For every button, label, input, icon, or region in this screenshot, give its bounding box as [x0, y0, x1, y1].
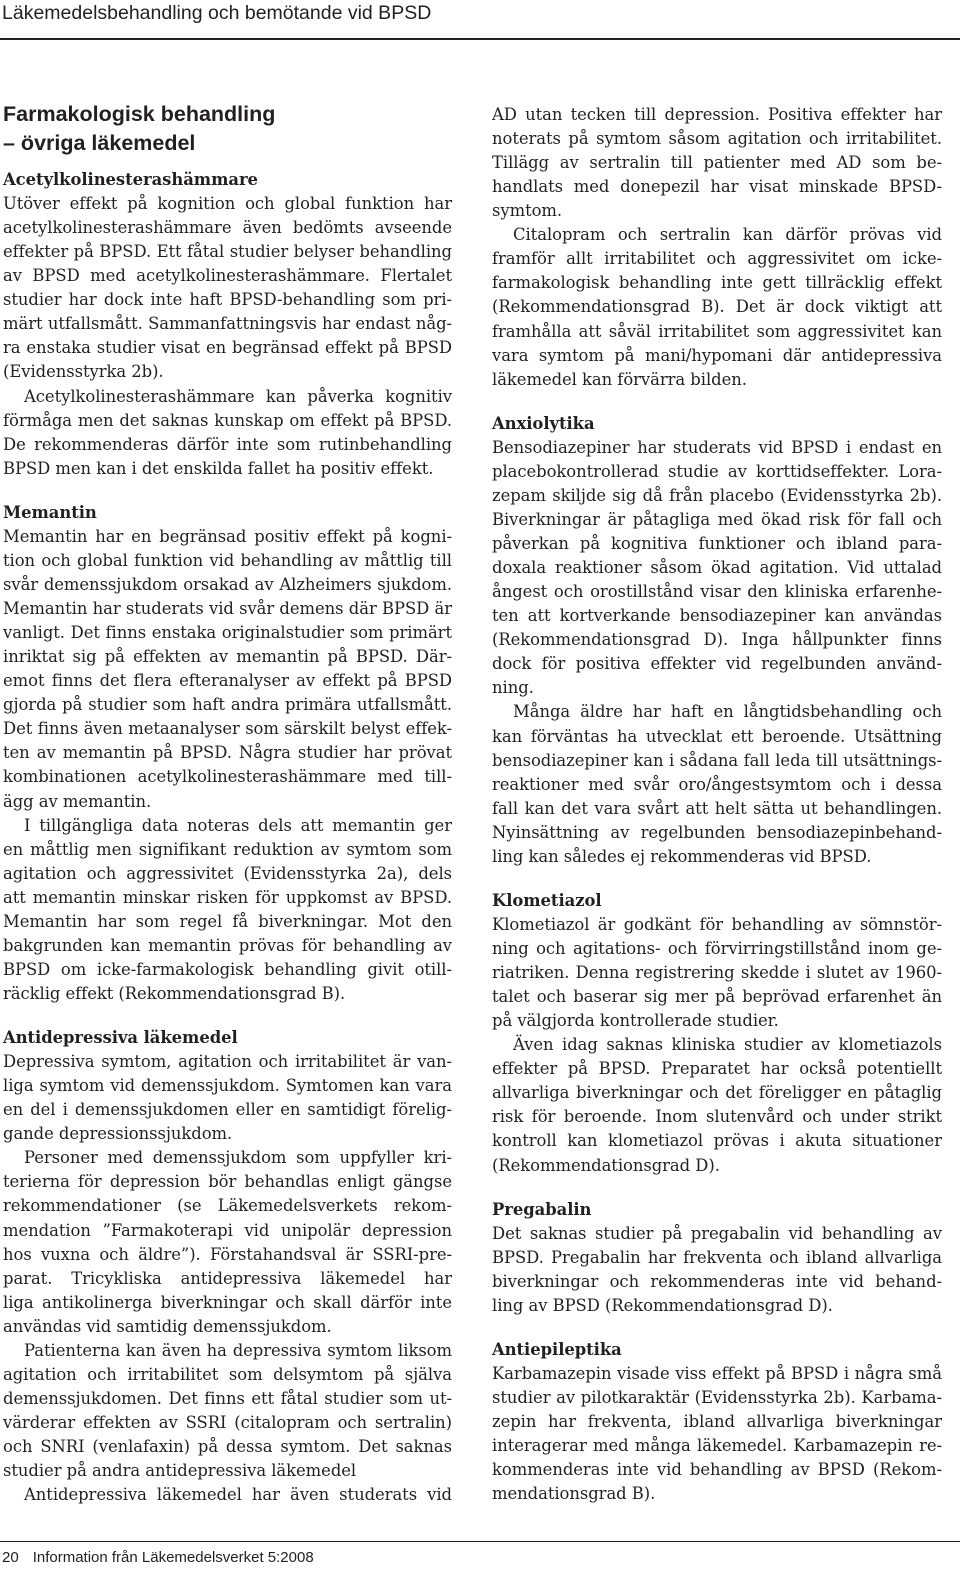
body-text-line: terierna för depression bör behandlas enligt gängse — [3, 1172, 452, 1192]
body-text-line: demenssjukdomen. Det finns ett fåtal studier som ut- — [3, 1388, 452, 1408]
body-text-line: Acetylkolinesterashämmare kan påverka kognitiv — [24, 386, 452, 406]
body-text-line: interagerar med många läkemedel. Karbamazepin re- — [492, 1436, 942, 1456]
body-text-line: gjorda på studier som haft andra primära utfallsmått. — [3, 695, 452, 715]
body-text-line: rekommendationer (se Läkemedelsverkets rekom- — [3, 1196, 452, 1216]
body-text-line: vanligt. Det finns enstaka originalstudier som primärt — [3, 623, 452, 643]
body-text-line: I tillgängliga data noteras dels att memantin ger — [24, 815, 452, 835]
section-heading: Memantin — [3, 502, 97, 522]
body-text-line: av BPSD med acetylkolinesterashämmare. Flertalet — [3, 266, 452, 286]
publication-title: Information från Läkemedelsverket 5:2008 — [32, 1549, 314, 1566]
body-text-line: Tillägg av sertralin till patienter med AD som be- — [492, 153, 942, 173]
body-text-line: Bensodiazepiner har studerats vid BPSD i endast en — [492, 437, 942, 457]
body-text-line: framför allt irritabilitet och aggressivitet om icke- — [492, 249, 942, 269]
section-heading: Klometiazol — [492, 890, 602, 910]
body-text-line: en del i demenssjukdomen eller en samtidigt förelig- — [3, 1100, 452, 1120]
body-text-line: zepam skiljde sig då från placebo (Evidensstyrka 2b). — [492, 485, 942, 505]
body-text-line: ning. — [492, 678, 534, 698]
body-text-line: biverkningar och rekommenderas inte vid behand- — [492, 1271, 942, 1291]
footer-rule — [0, 1541, 960, 1542]
body-text-line: ten av memantin på BPSD. Några studier har prövat — [3, 743, 452, 763]
body-text-line: Klometiazol är godkänt för behandling av sömnstör- — [492, 914, 942, 934]
body-text-line: Många äldre har haft en långtidsbehandling och — [513, 702, 942, 722]
body-text-line: effekter på BPSD. Preparatet har också potentiellt — [492, 1059, 942, 1079]
body-text-line: kombinationen acetylkolinesterashämmare med till- — [3, 767, 452, 787]
body-text-line: på välgjorda kontrollerade studier. — [492, 1011, 779, 1031]
body-text-line: dock för positiva effekter vid regelbunden använd- — [492, 654, 942, 674]
body-text-line: svår demenssjukdom orsakad av Alzheimers sjukdom. — [3, 574, 452, 594]
body-text-line: BPSD. Pregabalin har frekventa och ibland allvarliga — [492, 1247, 942, 1267]
body-text-line: ångest och orostillstånd visar den kliniska erfarenhe- — [492, 582, 942, 602]
body-text-line: doxala reaktioner såsom ökad agitation. Vid uttalad — [492, 558, 942, 578]
body-text-line: Memantin har studerats vid svår demens där BPSD är — [3, 599, 452, 619]
body-text-line: BPSD men kan i det enskilda fallet ha positiv effekt. — [3, 458, 434, 478]
section-title-line-1: Farmakologisk behandling — [3, 102, 276, 126]
body-text-line: Memantin har en begränsad positiv effekt på kogni- — [3, 526, 452, 546]
body-text-line: handlats med donepezil har visat minskade BPSD- — [492, 177, 942, 197]
body-text-line: Patienterna kan även ha depressiva symtom liksom — [24, 1340, 452, 1360]
body-text-line: att memantin minskar risken för uppkomst av BPSD. — [3, 887, 452, 907]
body-text-line: risk för beroende. Inom slutenvård och under strikt — [492, 1107, 942, 1127]
body-text-line: liga symtom vid demenssjukdom. Symtomen kan vara — [3, 1076, 452, 1096]
body-text-line: studier av pilotkaraktär (Evidensstyrka 2b). Karbama- — [492, 1388, 942, 1407]
body-text-line: acetylkolinesterashämmare även bedömts avseende — [3, 218, 452, 238]
body-text-line: vara symtom på mani/hypomani där antidepressiva — [492, 345, 942, 365]
body-text-line: reaktioner med svår oro/ångestsymtom och i dessa — [492, 774, 942, 794]
body-text-line: ling kan således ej rekommenderas vid BPSD. — [492, 846, 872, 866]
body-text-line: ra enstaka studier visat en begränsad effekt på BPSD — [3, 338, 452, 358]
body-text-line: Det finns även metaanalyser som särskilt belyst effek- — [3, 719, 452, 739]
body-text-line: märt utfallsmått. Sammanfattningsvis har endast någ- — [3, 314, 452, 334]
body-text-line: parat. Tricykliska antidepressiva läkemedel har — [3, 1268, 452, 1288]
body-text-line: räcklig effekt (Rekommendationsgrad B). — [3, 983, 346, 1003]
body-text-line: tion och global funktion vid behandling av måttlig till — [3, 550, 452, 570]
body-text-line: bensodiazepiner kan i sådana fall leda till utsättnings- — [492, 750, 942, 770]
body-text-line: agitation och aggressivitet (Evidensstyrka 2a), dels — [3, 863, 452, 883]
body-text-line: Nyinsättning av regelbunden bensodiazepinbehand- — [492, 822, 942, 842]
body-text-line: Det saknas studier på pregabalin vid behandling av — [492, 1223, 942, 1243]
body-text-line: emot finns det flera efteranalyser av effekt på BPSD — [3, 671, 452, 691]
body-text-line: Karbamazepin visade viss effekt på BPSD i några små — [492, 1363, 942, 1383]
body-text-line: ning och agitations- och förvirringstillstånd inom ge- — [492, 938, 942, 958]
body-text-line: ägg av memantin. — [3, 791, 152, 811]
page-number: 20 — [2, 1549, 19, 1566]
body-text-line: mendationsgrad B). — [492, 1484, 656, 1504]
body-text-line: hos vuxna och äldre”). Förstahandsval är SSRI-pre- — [3, 1244, 452, 1264]
body-text-line: inriktat sig på effekten av memantin på BPSD. Där- — [3, 647, 452, 667]
section-heading: Pregabalin — [492, 1199, 592, 1219]
body-text-line: placebokontrollerad studie av korttidseffekter. Lora- — [492, 461, 942, 481]
body-text-line: en måttlig men signifikant reduktion av symtom som — [3, 839, 452, 859]
body-text-line: användas vid samtidig demenssjukdom. — [3, 1316, 332, 1336]
section-title-line-2: – övriga läkemedel — [3, 131, 196, 155]
body-text-line: fall kan det vara svårt att helt sätta ut behandlingen. — [492, 798, 942, 818]
body-text-line: och SNRI (venlafaxin) på dessa symtom. Det saknas — [3, 1437, 452, 1457]
body-text-line: framhålla att såväl irritabilitet som aggressivitet kan — [492, 321, 942, 341]
body-text-line: påverkan på kognitiva funktioner och ibland para- — [492, 534, 942, 554]
body-text-line: talet och baserar sig mer på beprövad erfarenhet än — [492, 987, 942, 1007]
body-text-line: Antidepressiva läkemedel har även studerats vid — [24, 1485, 452, 1505]
body-text-line: (Rekommendationsgrad B). Det är dock viktigt att — [492, 297, 942, 317]
body-text-line: allvarliga biverkningar och det föreligger en påtaglig — [492, 1083, 942, 1103]
body-text-line: Biverkningar är påtagliga med ökad risk för fall och — [492, 509, 942, 529]
body-text-line: kontroll kan klometiazol prövas i akuta situationer — [492, 1131, 942, 1151]
body-text-line: Utöver effekt på kognition och global funktion har — [3, 194, 452, 214]
section-heading: Antidepressiva läkemedel — [3, 1028, 238, 1048]
body-text-line: agitation och irritabilitet som delsymtom på själva — [3, 1364, 452, 1384]
body-text-line: Personer med demenssjukdom som uppfyller kri- — [24, 1148, 452, 1168]
body-text-line: kommenderas inte vid behandling av BPSD (Rekom- — [492, 1460, 942, 1480]
body-text-line: bakgrunden kan memantin prövas för behandling av — [3, 935, 452, 955]
body-text-line: mendation ”Farmakoterapi vid unipolär depression — [3, 1220, 452, 1240]
body-text-line: effekter på BPSD. Ett fåtal studier belyser behandling — [3, 242, 452, 262]
body-text-line: Citalopram och sertralin kan därför prövas vid — [513, 225, 942, 245]
body-text-line: BPSD om icke-farmakologisk behandling givit otill- — [3, 959, 452, 979]
body-text-line: Även idag saknas kliniska studier av klometiazols — [513, 1035, 942, 1055]
body-text-line: (Evidensstyrka 2b). — [3, 362, 164, 382]
body-text-line: Memantin har som regel få biverkningar. Mot den — [3, 911, 452, 931]
section-heading: Anxiolytika — [492, 413, 595, 433]
body-text-line: De rekommenderas därför inte som rutinbehandling — [3, 434, 452, 454]
body-text-line: zepin har frekventa, ibland allvarliga biverkningar — [492, 1412, 942, 1432]
header-rule — [0, 38, 960, 40]
body-text-line: AD utan tecken till depression. Positiva effekter har — [492, 105, 942, 124]
section-heading: Antiepileptika — [492, 1339, 622, 1359]
body-text-line: gande depressionssjukdom. — [3, 1124, 233, 1144]
body-text-line: värderar effekten av SSRI (citalopram och sertralin) — [3, 1413, 452, 1432]
body-text-line: (Rekommendationsgrad D). — [492, 1155, 720, 1175]
body-text-line: läkemedel kan förvärra bilden. — [492, 369, 747, 389]
running-head: Läkemedelsbehandling och bemötande vid BPSD — [2, 2, 432, 24]
body-text-line: (Rekommendationsgrad D). Inga hållpunkter finns — [492, 630, 942, 650]
body-text-line: studier på andra antidepressiva läkemedel — [3, 1461, 357, 1481]
body-text-line: noterats på symtom såsom agitation och irritabilitet. — [492, 129, 942, 149]
body-text-line: studier har dock inte haft BPSD-behandling som pri- — [3, 290, 452, 310]
body-text-line: Depressiva symtom, agitation och irritabilitet är van- — [3, 1052, 452, 1072]
body-text-line: kan förväntas ha utvecklat ett beroende. Utsättning — [492, 726, 942, 746]
footer — [2, 1549, 314, 1566]
body-text-line: förmåga men det saknas kunskap om effekt på BPSD. — [3, 410, 452, 430]
body-text-line: symtom. — [492, 201, 563, 221]
body-text-line: farmakologisk behandling inte gett tillräcklig effekt — [492, 273, 942, 293]
body-text-line: riatriken. Denna registrering skedde i slutet av 1960- — [492, 963, 942, 983]
body-text-line: ling av BPSD (Rekommendationsgrad D). — [492, 1295, 833, 1315]
section-heading: Acetylkolinesterashämmare — [3, 170, 258, 189]
body-text-line: ten att kortverkande bensodiazepiner kan användas — [492, 606, 942, 626]
body-text-line: liga antikolinerga biverkningar och skall därför inte — [3, 1292, 452, 1312]
